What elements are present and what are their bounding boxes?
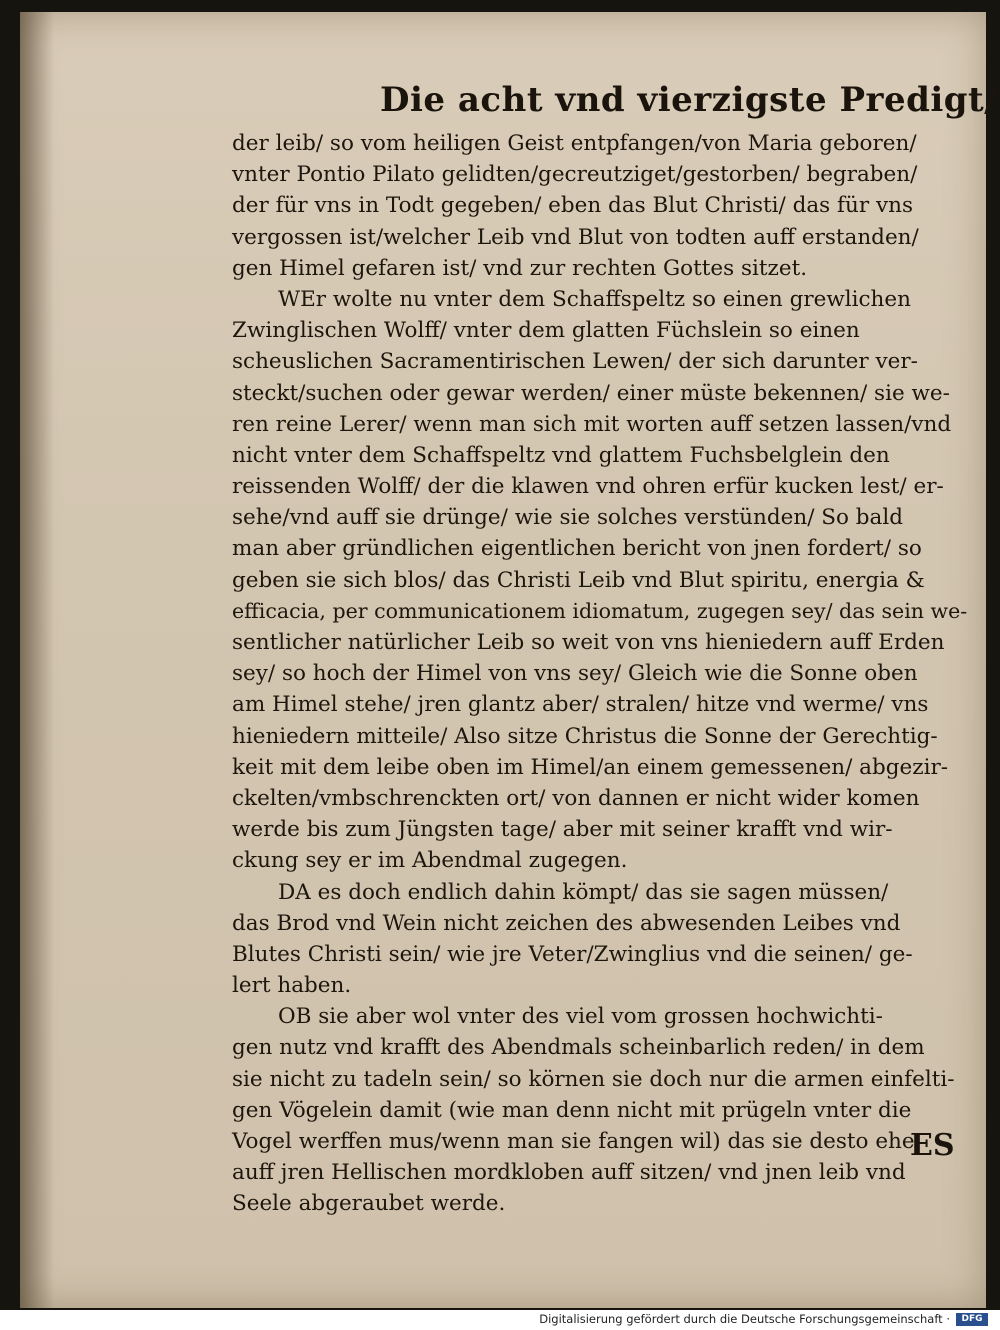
text-line: Zwinglischen Wolff/ vnter dem glatten Füchslein so einen: [232, 318, 860, 344]
text-line: der leib/ so vom heiligen Geist entpfangen/von Maria geboren/: [232, 131, 917, 156]
text-line: scheuslichen Sacramentirischen Lewen/ der sich darunter ver-: [232, 349, 918, 375]
dfg-logo-icon: DFG: [956, 1313, 988, 1326]
footer-credit: Digitalisierung gefördert durch die Deutsche Forschungsgemeinschaft ·: [539, 1312, 950, 1326]
text-line: nicht vnter dem Schaffspeltz vnd glattem Fuchsbelglein den: [232, 442, 890, 468]
running-head: Die acht vnd vierzigste Predigt/: [380, 80, 998, 120]
text-line: ckelten/vmbschrenckten ort/ von dannen er nicht wider komen: [232, 785, 920, 811]
text-line: geben sie sich blos/ das Christi Leib vnd Blut spiritu, energia &: [232, 567, 925, 593]
text-line: ren reine Lerer/ wenn man sich mit worten auff setzen lassen/vnd: [232, 411, 952, 437]
text-line: sehe/vnd auff sie drünge/ wie sie solches verstünden/ So bald: [232, 505, 903, 531]
text-line: sey/ so hoch der Himel von vns sey/ Gleich wie die Sonne oben: [232, 661, 918, 687]
text-line: sie nicht zu tadeln sein/ so körnen sie doch nur die armen einfelti-: [232, 1066, 955, 1092]
text-line: Blutes Christi sein/ wie jre Veter/Zwinglius vnd die seinen/ ge-: [232, 941, 913, 967]
text-line: vergossen ist/welcher Leib vnd Blut von todten auff erstanden/: [232, 224, 919, 250]
text-line: gen nutz vnd krafft des Abendmals scheinbarlich reden/ in dem: [232, 1035, 925, 1061]
text-line: Vogel werffen mus/wenn man sie fangen wil) das sie desto ehe: [232, 1129, 915, 1154]
text-line: efficacia, per communicationem idiomatum, zugegen sey/ das sein we-: [232, 598, 968, 623]
text-line: DA es doch endlich dahin kömpt/ das sie sagen müssen/: [278, 879, 889, 905]
text-line: das Brod vnd Wein nicht zeichen des abwesenden Leibes vnd: [232, 910, 901, 936]
catchword: ES: [910, 1128, 955, 1163]
text-line: der für vns in Todt gegeben/ eben das Blut Christi/ das für vns: [232, 193, 913, 219]
text-line: hieniedern mitteile/ Also sitze Christus die Sonne der Gerechtig-: [232, 723, 938, 749]
text-line: man aber gründlichen eigentlichen bericht von jnen fordert/ so: [232, 536, 922, 562]
text-line: ckung sey er im Abendmal zugegen.: [232, 848, 628, 874]
text-line: lert haben.: [232, 973, 352, 999]
footer-bar: [0, 1310, 1000, 1330]
text-line: OB sie aber wol vnter des viel vom grossen hochwichti-: [278, 1004, 883, 1030]
text-line: auff jren Hellischen mordkloben auff sitzen/ vnd jnen leib vnd: [232, 1160, 906, 1186]
text-line: Seele abgeraubet werde.: [232, 1191, 506, 1217]
text-line: werde bis zum Jüngsten tage/ aber mit seiner krafft vnd wir-: [232, 817, 893, 843]
text-line: am Himel stehe/ jren glantz aber/ stralen/ hitze vnd werme/ vns: [232, 692, 929, 718]
text-line: vnter Pontio Pilato gelidten/gecreutziget/gestorben/ begraben/: [232, 162, 918, 188]
text-line: reissenden Wolff/ der die klawen vnd ohren erfür kucken lest/ er-: [232, 474, 944, 500]
text-line: sentlicher natürlicher Leib so weit von vns hieniedern auff Erden: [232, 630, 945, 655]
text-line: steckt/suchen oder gewar werden/ einer müste bekennen/ sie we-: [232, 380, 950, 406]
text-line: gen Himel gefaren ist/ vnd zur rechten Gottes sitzet.: [232, 255, 808, 281]
text-line: WEr wolte nu vnter dem Schaffspeltz so einen grewlichen: [278, 286, 911, 312]
text-line: keit mit dem leibe oben im Himel/an einem gemessenen/ abgezir-: [232, 754, 948, 780]
body-text: [232, 128, 972, 1220]
text-line: gen Vögelein damit (wie man denn nicht mit prügeln vnter die: [232, 1097, 912, 1123]
